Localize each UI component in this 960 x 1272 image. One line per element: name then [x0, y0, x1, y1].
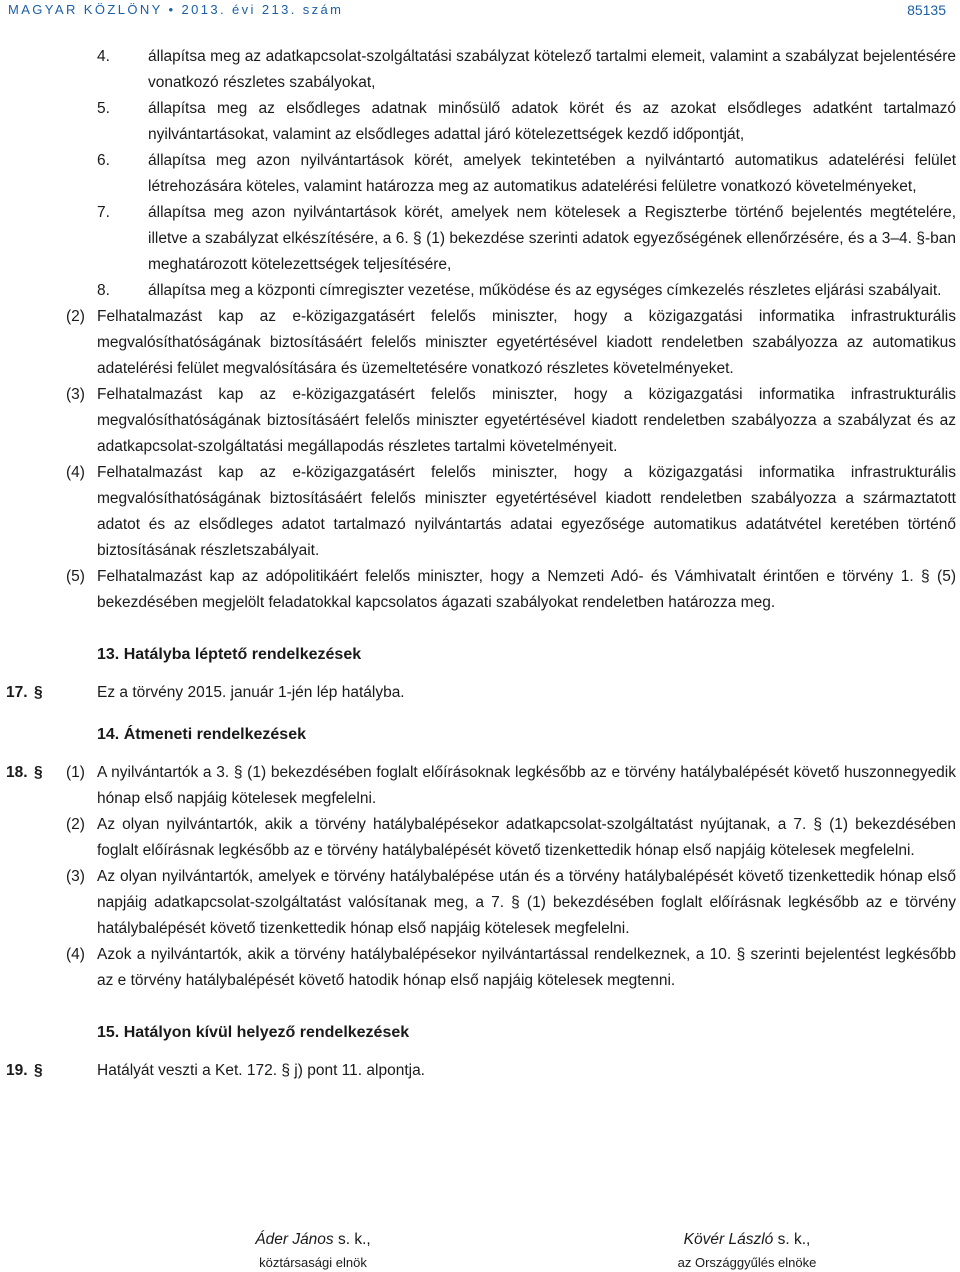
subsection-text: Felhatalmazást kap az e-közigazgatásért felelős miniszter, hogy a közigazgatási informatika infrastrukturális megvalósíthatóságának biztosításáért felelős miniszter egyetértésével kiadott rendeletben szabályozza az automatikus adatelérési felület megvalósítására és üzemeltetésére vonatkozó részletes követelményeket. [97, 308, 956, 377]
subsection-text: Felhatalmazást kap az e-közigazgatásért felelős miniszter, hogy a közigazgatási informatika infrastrukturális megvalósíthatóságának biztosításáért felelős miniszter egyetértésével kiadott rendeletben szabályozza a származtatott adatot és az elsődleges adatot tartalmazó nyilvántartás adatai egyezősége automatikus adatátvétel keretében történő biztosításának részletszabályait. [97, 464, 956, 559]
page-number: 85135 [907, 2, 946, 18]
subsection [0, 864, 960, 942]
list-item-text: állapítsa meg azon nyilvántartások körét, amelyek nem kötelesek a Regiszterbe történő bejelentés megtételére, illetve a szabályzat elkészítésére, a 6. § (1) bekezdése szerinti adatok egyezőségének ellenőrzésére, és a 3–4. §-ban meghatározott kötelezettségek teljesítésére, [148, 204, 956, 273]
list-item-number: 7. [97, 204, 110, 221]
paragraph-number: 18. [6, 764, 28, 781]
paragraph-number: 17. [6, 684, 28, 701]
list-item [0, 200, 960, 278]
signature-president [238, 1230, 388, 1272]
list-item-number: 5. [97, 100, 110, 117]
subsection-text: Felhatalmazást kap az e-közigazgatásért felelős miniszter, hogy a közigazgatási informatika infrastrukturális megvalósíthatóságának biztosításáért felelős miniszter egyetértésével kiadott rendeletben szabályozza a szabályzat és az adatkapcsolat-szolgáltatási megállapodás részletes tartalmi követelményeit. [97, 386, 956, 455]
journal-title: MAGYAR KÖZLÖNY • 2013. évi 213. szám [8, 2, 344, 17]
list-item-text: állapítsa meg a központi címregiszter vezetése, működése és az egységes címkezelés részletes eljárási szabályait. [148, 282, 942, 299]
list-item-text: állapítsa meg azon nyilvántartások körét, amelyek tekintetében a nyilvántartó automatikus adatelérési felület létrehozására köteles, valamint határozza meg az automatikus adatelérési felületre vonatkozó követelményeket, [148, 152, 956, 195]
signatory-role: az Országgyűlés elnöke [677, 1255, 817, 1270]
subsection-number: (5) [66, 568, 85, 585]
subsection [0, 942, 960, 994]
subsection-text: Az olyan nyilvántartók, amelyek e törvény hatálybalépése után és a törvény hatálybalépését követő tizenkettedik hónap első napjáig adatkapcsolat-szolgáltatást valósítanak meg, a 7. § (1) bekezdésében foglalt előírásnak legkésőbb az e törvény hatálybalépését követő tizenkettedik hónap első napjáig kötelesek megfelelni. [97, 868, 956, 937]
section-sign: § [34, 1062, 43, 1079]
paragraph-19 [0, 1058, 960, 1084]
paragraph-text: Hatályát veszti a Ket. 172. § j) pont 11. alpontja. [97, 1062, 425, 1079]
section-sign: § [34, 764, 43, 781]
subsection [0, 564, 960, 616]
paragraph-17 [0, 680, 960, 706]
subsection-number: (3) [66, 386, 85, 403]
list-item [0, 44, 960, 96]
list-item [0, 148, 960, 200]
signature-suffix: s. k., [333, 1231, 371, 1248]
subsection [0, 812, 960, 864]
section-sign: § [34, 684, 43, 701]
subsection-number: (2) [66, 816, 85, 833]
subsection [0, 460, 960, 564]
paragraph-18 [0, 760, 960, 994]
section-title-14: 14. Átmeneti rendelkezések [97, 726, 306, 743]
list-item [0, 278, 960, 304]
subsection-number: (3) [66, 868, 85, 885]
paragraph-number: 19. [6, 1062, 28, 1079]
signature-speaker [662, 1230, 832, 1272]
subsection-number: (4) [66, 946, 85, 963]
subsection [0, 304, 960, 382]
section-title-13: 13. Hatályba léptető rendelkezések [97, 646, 362, 663]
subsection-text: Felhatalmazást kap az adópolitikáért felelős miniszter, hogy a Nemzeti Adó- és Vámhivatalt érintően e törvény 1. § (5) bekezdésében megjelölt feladatokkal kapcsolatos ágazati szabályokat rendeletben határozza meg. [97, 568, 956, 611]
list-item [0, 96, 960, 148]
subsection [0, 382, 960, 460]
list-item-number: 6. [97, 152, 110, 169]
signatory-role: köztársasági elnök [259, 1255, 367, 1270]
paragraph-text: Ez a törvény 2015. január 1-jén lép hatályba. [97, 684, 405, 701]
subsection-number: (2) [66, 308, 85, 325]
subsection-number: (1) [66, 764, 85, 781]
signatory-name: Kövér László [683, 1231, 774, 1248]
signatory-name: Áder János [255, 1231, 334, 1248]
page-header [0, 0, 960, 22]
page-body [0, 44, 960, 1084]
list-item-text: állapítsa meg az adatkapcsolat-szolgáltatási szabályzat kötelező tartalmi elemeit, valamint a szabályzat bejelentésére vonatkozó részletes szabályokat, [148, 48, 956, 91]
section-title-15: 15. Hatályon kívül helyező rendelkezések [97, 1024, 410, 1041]
subsection-text: Az olyan nyilvántartók, akik a törvény hatálybalépésekor adatkapcsolat-szolgáltatást nyújtanak, a 7. § (1) bekezdésében foglalt előírásnak legkésőbb az e törvény hatálybalépését követő tizenkettedik hónap első napjáig kötelesek megfelelni. [97, 816, 956, 859]
list-item-number: 8. [97, 282, 110, 299]
signature-suffix: s. k., [773, 1231, 811, 1248]
subsection [0, 760, 960, 812]
subsection-text: Azok a nyilvántartók, akik a törvény hatálybalépésekor nyilvántartással rendelkeznek, a 10. § szerinti bejelentést legkésőbb az e törvény hatálybalépését követő hatodik hónap első napjáig kötelesek megtenni. [97, 946, 956, 989]
list-item-text: állapítsa meg az elsődleges adatnak minősülő adatok körét és az azokat elsődleges adatként tartalmazó nyilvántartásokat, valamint az elsődleges adattal járó kötelezettségek kezdő időpontját, [148, 100, 956, 143]
subsection-text: A nyilvántartók a 3. § (1) bekezdésében foglalt előírásoknak legkésőbb az e törvény hatálybalépését követő huszonnegyedik hónap első napjáig kötelesek megfelelni. [97, 764, 956, 807]
subsection-number: (4) [66, 464, 85, 481]
list-item-number: 4. [97, 48, 110, 65]
